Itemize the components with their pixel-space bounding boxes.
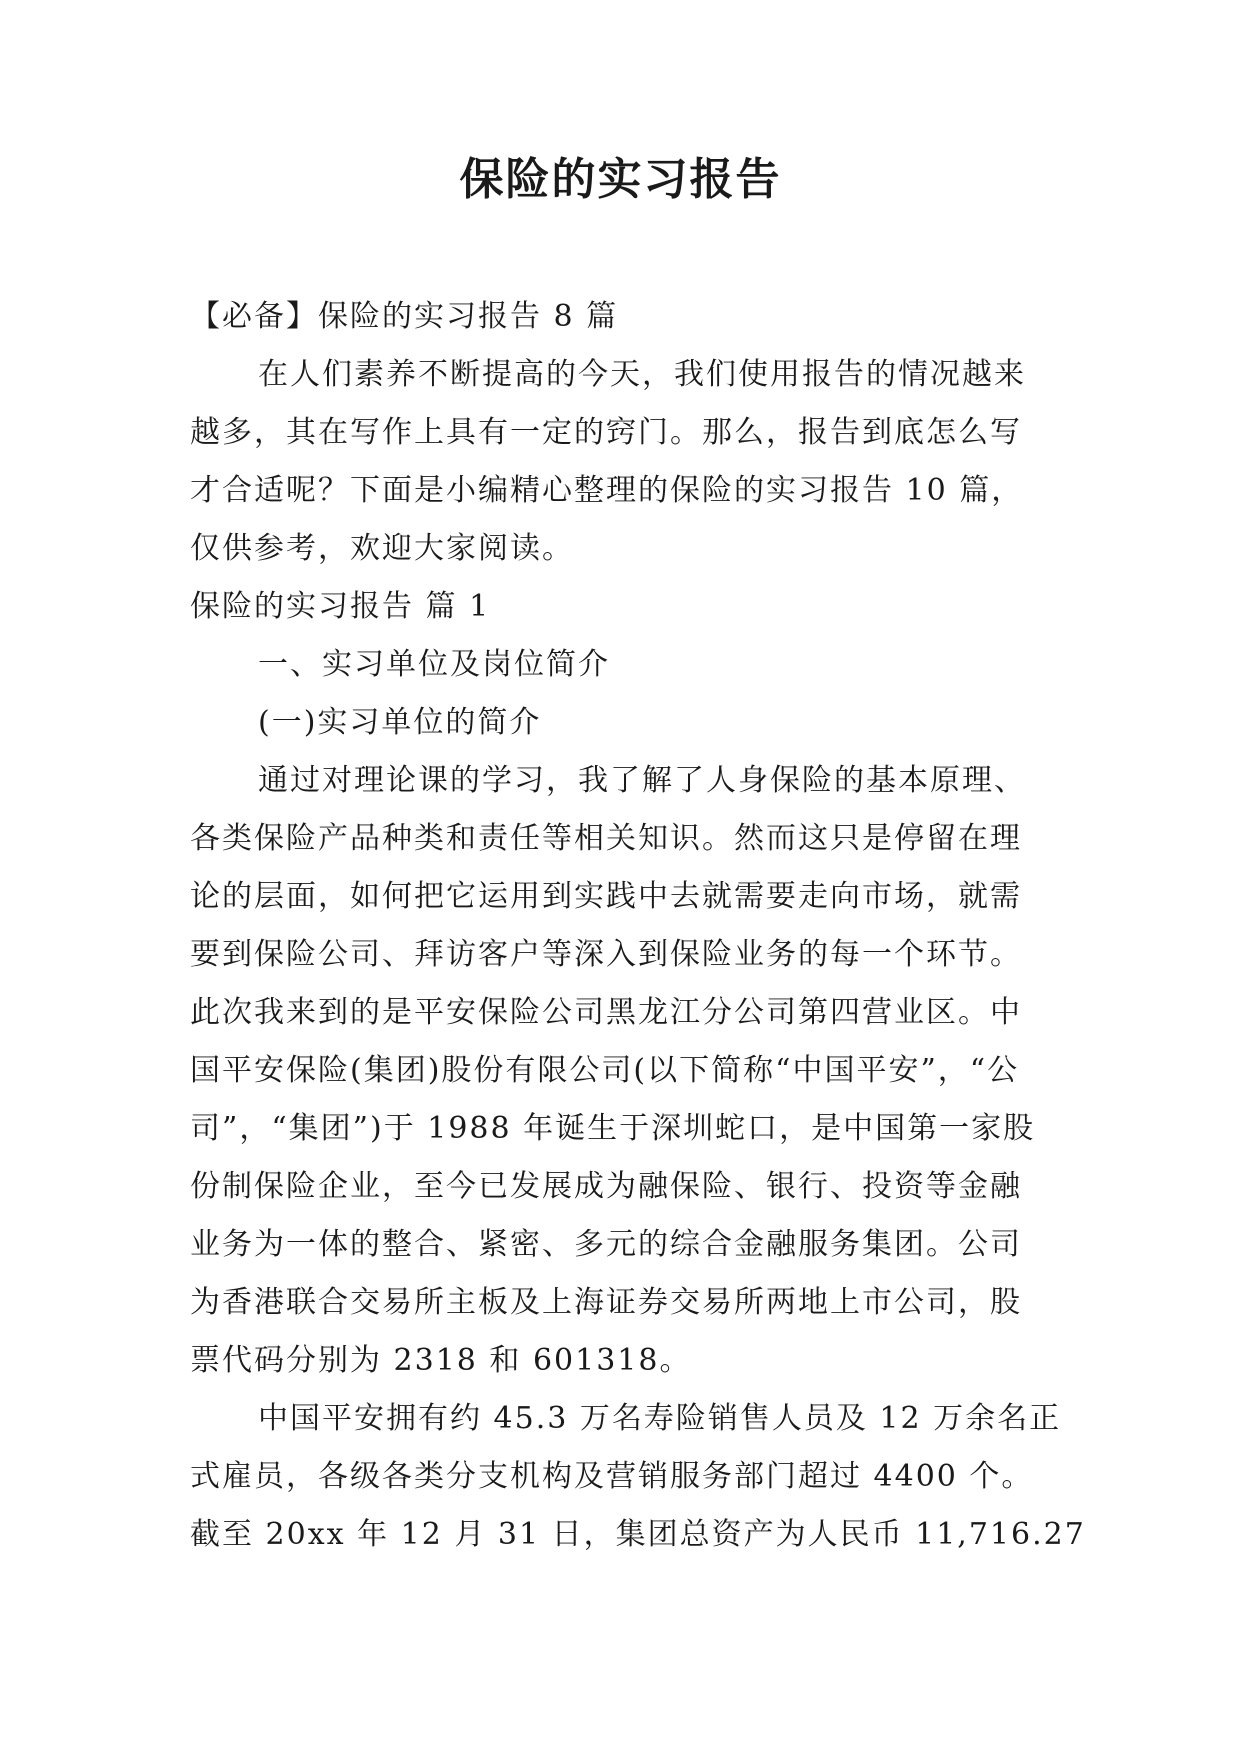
text-line: 国平安保险(集团)股份有限公司(以下简称“中国平安”，“公 xyxy=(190,1053,1020,1088)
text-line: 份制保险企业，至今已发展成为融保险、银行、投资等金融 xyxy=(190,1169,1022,1204)
text-line: 式雇员，各级各类分支机构及营销服务部门超过 4400 个。 xyxy=(190,1459,1034,1494)
text-line: 通过对理论课的学习，我了解了人身保险的基本原理、 xyxy=(258,763,1026,798)
document-body xyxy=(190,288,1086,1564)
text-line: 业务为一体的整合、紧密、多元的综合金融服务集团。公司 xyxy=(190,1227,1022,1262)
text-line: 要到保险公司、拜访客户等深入到保险业务的每一个环节。 xyxy=(190,937,1022,972)
document-title: 保险的实习报告 xyxy=(459,154,782,205)
text-line: 为香港联合交易所主板及上海证券交易所两地上市公司，股 xyxy=(190,1285,1022,1320)
text-line: 越多，其在写作上具有一定的窍门。那么，报告到底怎么写 xyxy=(190,415,1022,450)
text-line: 司”，“集团”)于 1988 年诞生于深圳蛇口，是中国第一家股 xyxy=(190,1111,1036,1146)
text-line: 【必备】保险的实习报告 8 篇 xyxy=(190,299,619,334)
text-line: 仅供参考，欢迎大家阅读。 xyxy=(190,531,574,566)
text-line: 此次我来到的是平安保险公司黑龙江分公司第四营业区。中 xyxy=(190,995,1022,1030)
text-line: 才合适呢？下面是小编精心整理的保险的实习报告 10 篇， xyxy=(190,473,1024,508)
text-line: 中国平安拥有约 45.3 万名寿险销售人员及 12 万余名正 xyxy=(258,1401,1062,1436)
subsection-heading: 一、实习单位及岗位简介 xyxy=(258,647,610,682)
text-line: 各类保险产品种类和责任等相关知识。然而这只是停留在理 xyxy=(190,821,1022,856)
text-line: 截至 20xx 年 12 月 31 日，集团总资产为人民币 11,716.27 xyxy=(190,1517,1086,1552)
section-heading: 保险的实习报告 篇 1 xyxy=(190,589,491,624)
subsection-heading: (一)实习单位的简介 xyxy=(258,705,542,740)
text-line: 票代码分别为 2318 和 601318。 xyxy=(190,1343,692,1378)
text-line: 在人们素养不断提高的今天，我们使用报告的情况越来 xyxy=(258,357,1026,392)
text-line: 论的层面，如何把它运用到实践中去就需要走向市场，就需 xyxy=(190,879,1022,914)
